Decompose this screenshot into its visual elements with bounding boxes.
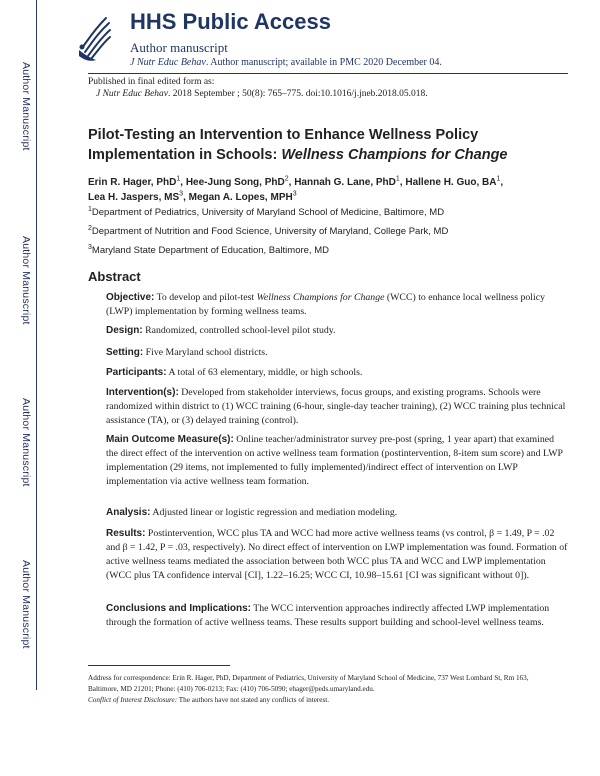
header-divider — [88, 73, 568, 74]
author: Lea H. Jaspers, $MS^3$ — [88, 190, 184, 203]
abstract-setting: Setting: Five Maryland school districts. — [106, 347, 268, 358]
author: Hannah G. Lane, PhD$^1$ — [294, 175, 400, 188]
footnote-divider — [88, 665, 230, 666]
abstract-results: Results: Postintervention, WCC plus TA and WCC had more active wellness teams (vs control, β = 1.49, P = .02 and β = 1.42, P = .03, respectively). No direct effect of intervention on LWP implementation was found. Formation of active wellness teams mediated the association between both WCC plus TA and WCC and LWP implementation (WCC plus TA confidence interval [CI], 1.22–16.25; WCC CI, 10.98–15.61 [CI was significant without 0]). — [106, 528, 568, 581]
abstract-design: Design: Randomized, controlled school-level pilot study. — [106, 325, 336, 336]
abstract-objective: Objective: To develop and pilot-test Wellness Champions for Change (WCC) to enhance local wellness policy (LWP) implementation by forming wellness teams. — [106, 292, 545, 317]
published-label: Published in final edited form as: — [88, 77, 215, 87]
journal-abbrev: J Nutr Educ Behav — [130, 57, 206, 68]
author: Erin R. Hager, PhD$^1$ — [88, 175, 181, 188]
journal-availability — [130, 57, 442, 68]
author: Hallene H. Guo, $BA^1$ — [405, 175, 501, 188]
author-list: Erin R. Hager, PhD$^1$, Hee-Jung Song, PhD$^2$, Hannah G. Lane, PhD$^1$, Hallene H. Guo, $BA^1$, Lea H. Jaspers, $MS^3$, Megan A. Lopes, MPH$^3$ — [88, 175, 504, 203]
abstract-heading: Abstract — [88, 269, 141, 284]
article-title-main: Pilot-Testing an Intervention to Enhance Wellness Policy Implementation in Schools: — [88, 127, 479, 163]
abstract-interventions: Intervention(s): Developed from stakeholder interviews, focus groups, and existing programs. Schools were randomized within district to (1) WCC training (6-hour, single-day teacher training), (2) WCC training plus technical assistance (TA), or (3) delayed training (control). — [106, 387, 566, 426]
correspondence-footnote: Address for correspondence: Erin R. Hager, PhD, Department of Pediatrics, University of Maryland School of Medicine, 737 West Lombard St, Rm 163, Baltimore, MD 21201; Phone: (410) 706-0213; Fax: (410) 706-5090; ehager@peds.umaryland.edu. — [88, 674, 529, 693]
abstract-conclusions: Conclusions and Implications: The WCC intervention approaches indirectly affected LWP implementation through the formation of active wellness teams. These results support building and school-level wellness teams. — [106, 603, 550, 628]
affiliation: $^3$Maryland State Department of Education, Baltimore, MD — [88, 243, 329, 256]
sidebar-label: Author Manuscript — [20, 398, 32, 487]
article-title — [88, 125, 548, 165]
publication-citation — [96, 89, 428, 99]
citation-details: . 2018 September ; 50(8): 765–775. doi:10.1016/j.jneb.2018.05.018. — [168, 89, 428, 99]
sidebar-label: Author Manuscript — [20, 62, 32, 151]
author: Megan A. Lopes, MPH$^3$ — [188, 190, 297, 203]
author: Hee-Jung Song, PhD$^2$ — [185, 175, 289, 188]
sidebar-label: Author Manuscript — [20, 560, 32, 649]
affiliation: $^1$Department of Pediatrics, University of Maryland School of Medicine, Baltimore, MD — [88, 205, 445, 218]
sidebar-label: Author Manuscript — [20, 236, 32, 325]
abstract-analysis: Analysis: Adjusted linear or logistic regression and mediation modeling. — [106, 507, 398, 518]
citation-journal: J Nutr Educ Behav — [96, 89, 169, 99]
abstract-participants: Participants: A total of 63 elementary, middle, or high schools. — [106, 367, 363, 378]
conflict-footnote: Conflict of Interest Disclosure: The authors have not stated any conflicts of interest. — [88, 696, 330, 704]
page-header-title: HHS Public Access — [130, 9, 331, 34]
article-title-italic: Wellness Champions for Change — [281, 147, 508, 163]
sidebar-divider — [36, 0, 37, 690]
abstract-outcome-measures: Main Outcome Measure(s): Online teacher/administrator survey pre-post (spring, 1 year apart) that examined the direct effect of the intervention on active wellness team formation (postintervention, 8-item sum score) and LWP implementation (29 items, not implemented to fully implemented)/indirect effect of intervention on LWP implementation via active wellness team formation. — [106, 434, 563, 487]
affiliation: $^2$Department of Nutrition and Food Science, University of Maryland, College Park, MD — [88, 224, 449, 237]
header-subtitle: Author manuscript — [130, 40, 228, 55]
availability-text: . Author manuscript; available in PMC 2020 December 04. — [205, 57, 442, 68]
hhs-eagle-logo-icon — [76, 10, 114, 64]
